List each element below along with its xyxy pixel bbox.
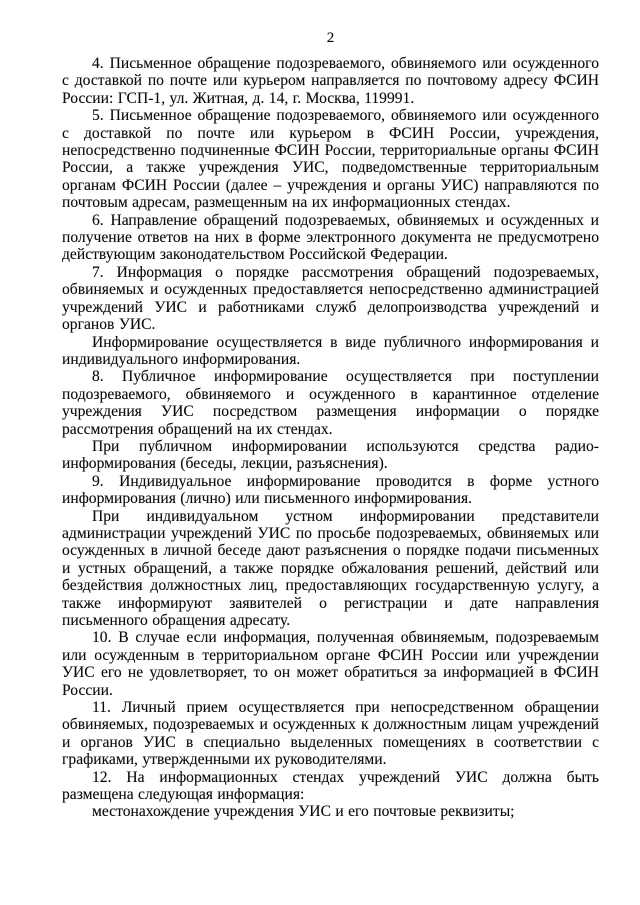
paragraph-item-4: 4. Письменное обращение подозреваемого, обвиняемого или осужденного с доставкой по почте или курьером направляется по почтовому адресу ФСИН России: ГСП-1, ул. Житная, д. 14, г. Москва, 119991. xyxy=(62,55,599,107)
paragraph-item-12: 12. На информационных стендах учреждений УИС должна быть размещена следующая информация: xyxy=(62,768,599,804)
document-page xyxy=(62,30,599,821)
paragraph-item-8: 8. Публичное информирование осуществляется при поступлении подозреваемого, обвиняемого и осужденного в карантинное отделение учреждения УИС посредством размещения информации о порядке рассмотрения обращений на их стендах. xyxy=(62,368,599,438)
paragraph-item-7: 7. Информация о порядке рассмотрения обращений подозреваемых, обвиняемых и осужденных предоставляется непосредственно администрацией учреждений УИС и работниками служб делопроизводства учреждений и органов УИС. xyxy=(62,263,599,334)
paragraph-item-5: 5. Письменное обращение подозреваемого, обвиняемого или осужденного с доставкой по почте или курьером в ФСИН России, учреждения, непосредственно подчиненные ФСИН России, территориальные органы ФСИН России, а также учреждения УИС, подведомственные территориальным органам ФСИН России (далее – учреждения и органы УИС) направляются по почтовым адресам, размещенным на их информационных стендах. xyxy=(62,107,599,212)
paragraph-item-10: 10. В случае если информация, полученная обвиняемым, подозреваемым или осужденным в территориальном органе ФСИН России или учреждении УИС его не удовлетворяет, то он может обратиться за информацией в ФСИН России. xyxy=(62,629,599,699)
page-number: 2 xyxy=(326,30,335,46)
paragraph-item-9: 9. Индивидуальное информирование проводится в форме устного информирования (лично) или письменного информирования. xyxy=(62,472,599,508)
paragraph-stand-location: местонахождение учреждения УИС и его почтовые реквизиты; xyxy=(92,803,515,821)
paragraph-item-11: 11. Личный прием осуществляется при непосредственном обращении обвиняемых, подозреваемых и осужденных к должностным лицам учреждений и органов УИС в специально выделенных помещениях в соответствии с графиками, утвержденными их руководителями. xyxy=(62,699,599,769)
paragraph-individual-informing: При индивидуальном устном информировании представители администрации учреждений УИС по просьбе подозреваемых, обвиняемых или осужденных в личной беседе дают разъяснения о порядке подачи письменных и устных обращений, а также порядке обжалования решений, действий или бездействия должностных лиц, предоставляющих государственную услугу, а также информируют заявителей о регистрации и дате направления письменного обращения адресату. xyxy=(62,507,599,629)
paragraph-public-informing: При публичном информировании используются средства радио-информирования (беседы, лекции, разъяснения). xyxy=(62,437,599,473)
paragraph-item-6: 6. Направление обращений подозреваемых, обвиняемых и осужденных и получение ответов на них в форме электронного документа не предусмотрено действующим законодательством Российской Федерации. xyxy=(62,211,599,264)
paragraph-informing-types: Информирование осуществляется в виде публичного информирования и индивидуального информирования. xyxy=(62,333,599,368)
